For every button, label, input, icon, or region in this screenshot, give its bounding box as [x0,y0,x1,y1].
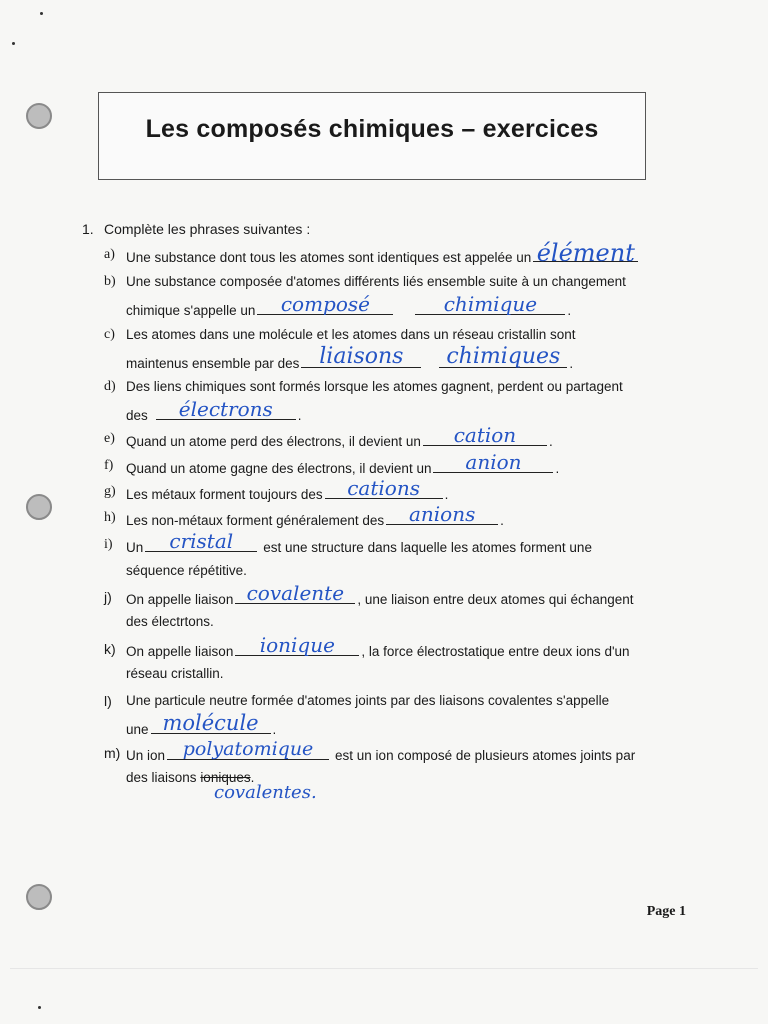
item-g [126,476,449,502]
item-i-text: Un [126,540,144,555]
item-l-text: une [126,722,149,737]
item-m-text: Un ion [126,748,166,763]
handwritten-answer: liaisons [319,344,404,369]
item-j-line2: des électrtons. [126,614,214,629]
item-c-text: maintenus ensemble par des [126,356,300,371]
item-f [126,450,560,476]
answer-blank[interactable] [433,450,553,474]
item-m-text: est un ion composé de plusieurs atomes joints par [335,748,636,763]
item-c-line2 [126,344,574,371]
handwritten-answer: élément [536,239,635,267]
item-h [126,502,504,528]
question-number: 1. [82,221,94,237]
item-m-text: des liaisons [126,770,197,785]
item-k-line1 [126,633,630,659]
item-letter: f) [104,458,114,473]
punctuation: . [500,513,504,528]
item-letter: l) [104,693,112,709]
item-b-line2 [126,292,572,318]
handwritten-answer: anion [465,450,522,474]
handwritten-answer: chimique [443,292,538,316]
item-letter: m) [104,745,121,761]
punctuation: . [569,356,574,371]
item-k-text: On appelle liaison [126,644,234,659]
answer-blank[interactable] [235,633,359,657]
paper-speck [40,12,43,15]
item-letter: k) [104,641,116,657]
paper-speck [38,1006,41,1009]
item-letter: j) [104,589,112,605]
item-letter: g) [104,484,116,499]
punch-hole [26,494,52,520]
item-k-text: , la force électrostatique entre deux ions d'un [361,644,630,659]
item-k-line2: réseau cristallin. [126,666,224,681]
punch-hole [26,103,52,129]
item-g-text: Les métaux forment toujours des [126,487,323,502]
struck-word: ioniques [200,770,251,785]
scan-edge [10,968,758,969]
item-d-text: des [126,408,148,423]
item-i-line2: séquence répétitive. [126,563,247,578]
item-h-text: Les non-métaux forment généralement des [126,513,385,528]
item-l-line1: Une particule neutre formée d'atomes joints par des liaisons covalentes s'appelle [126,693,610,708]
handwritten-answer: cation [453,423,517,447]
item-j-text: , une liaison entre deux atomes qui échangent [357,592,634,607]
answer-blank[interactable] [167,738,329,760]
answer-blank[interactable] [156,397,296,421]
item-a [126,239,640,267]
paper-speck [12,42,15,45]
item-letter: d) [104,379,116,394]
item-l-line2 [126,711,277,737]
page-number: Page 1 [646,904,686,919]
handwritten-answer: chimiques [446,344,561,369]
answer-blank[interactable] [423,423,547,447]
item-a-text: Une substance dont tous les atomes sont identiques est appelée un [126,250,532,265]
title-box [98,92,646,180]
handwritten-answer: polyatomique [182,738,314,760]
item-b-line1: Une substance composée d'atomes différents liés ensemble suite à un changement [126,274,626,289]
item-j-line1 [126,581,634,607]
answer-blank[interactable] [257,292,393,316]
handwritten-answer: molécule [162,711,259,735]
item-letter: e) [104,431,115,446]
answer-blank[interactable] [533,239,638,267]
item-letter: i) [104,537,113,552]
answer-blank[interactable] [145,529,257,553]
answer-blank[interactable] [415,292,565,316]
item-letter: c) [104,327,115,342]
punch-hole [26,884,52,910]
punctuation: . [272,722,277,737]
item-m-line1 [126,738,636,763]
punctuation: . [555,461,560,476]
item-e [126,423,553,449]
item-j-text: On appelle liaison [126,592,234,607]
item-letter: h) [104,510,116,525]
item-d-line2 [126,397,302,423]
item-i-text: est une structure dans laquelle les atomes forment une [263,540,592,555]
item-d-line1: Des liens chimiques sont formés lorsque les atomes gagnent, perdent ou partagent [126,379,623,394]
handwritten-answer: anions [408,502,476,526]
item-letter: a) [104,247,115,262]
handwritten-answer: électrons [178,397,273,421]
item-letter: b) [104,274,116,289]
item-i-line1 [126,529,592,555]
answer-blank[interactable] [301,344,421,369]
item-f-text: Quand un atome gagne des électrons, il devient un [126,461,432,476]
item-b-text: chimique s'appelle un [126,303,256,318]
punctuation: . [250,770,255,785]
punctuation: . [548,434,553,449]
answer-blank[interactable] [325,476,443,500]
question-heading [82,221,310,237]
punctuation: . [297,408,302,423]
handwritten-answer: cristal [169,529,234,553]
handwritten-answer: cations [347,476,420,500]
handwritten-answer: covalente [246,581,345,605]
item-e-text: Quand un atome perd des électrons, il devient un [126,434,421,449]
answer-blank[interactable] [439,344,567,369]
handwritten-correction: covalentes. [214,782,317,803]
punctuation: . [567,303,572,318]
handwritten-answer: composé [280,292,370,316]
page-title: Les composés chimiques – exercices [145,115,599,143]
answer-blank[interactable] [151,711,271,735]
punctuation: . [444,487,449,502]
answer-blank[interactable] [235,581,355,605]
answer-blank[interactable] [386,502,498,526]
question-instruction: Complète les phrases suivantes : [104,221,311,237]
item-c-line1: Les atomes dans une molécule et les atomes dans un réseau cristallin sont [126,327,576,342]
handwritten-answer: ionique [259,633,335,657]
